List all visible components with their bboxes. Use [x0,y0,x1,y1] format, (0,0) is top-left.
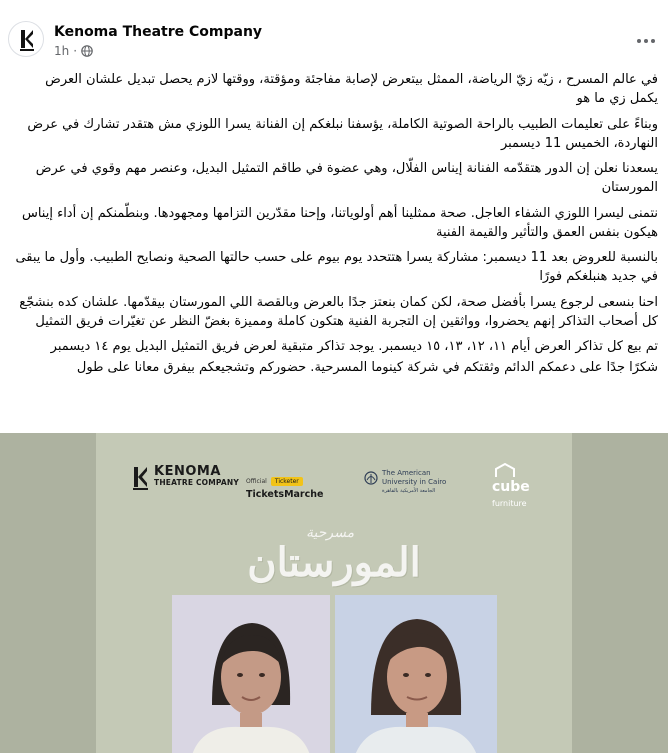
ticketer-official-label: Official [246,478,267,485]
kenoma-logo-line1: KENOMA [154,464,221,479]
post-paragraph: وبناءً على تعليمات الطبيب بالراحة الصوتية الكاملة، يؤسفنا نبلغكم إن الفنانة يسرا اللوزي مش هتقدر تشارك في عرض النهاردة، الخميس 11 ديسمبر [27,116,658,151]
post-text [14,70,658,384]
more-options-button[interactable] [632,27,660,55]
post-paragraph: بالنسبة للعروض بعد 11 ديسمبر: مشاركة يسرا هتتحدد يوم بيوم على حسب حالتها الصحية ونصايح الطبيب. وأول ما يبقى في جديد هنبلغكم فورًا [15,250,658,284]
kenoma-logo-icon [132,466,152,490]
play-subtitle: مسرحية [306,525,355,541]
kenoma-logo-line2: THEATRE COMPANY [154,478,240,487]
post-image[interactable] [0,433,668,753]
auc-arabic-name: الجامعة الأمريكية بالقاهرة [382,488,436,494]
cube-name: cube [492,479,530,495]
post-paragraph: احنا بنسعى لرجوع يسرا بأفضل صحة، لكن كمان بنعتز جدًا بالعرض وبالقصة اللي المورستان بيقدّمها. علشان كده بنشجّع كل أصحاب التذاكر إنهم يحضروا، وواثقين إن التجربة الفنية هتكون كاملة ومميزة بغضّ النظر عن تغيّرات فريق التمثيل [19,294,658,329]
ticketer-name: TicketsMarche [246,489,324,500]
auc-line2: University in Cairo [382,478,447,486]
actress-portrait-right [335,595,497,753]
post-paragraph: تم بيع كل تذاكر العرض أيام ١١، ١٢، ١٣، ١٥ ديسمبر. يوجد تذاكر متبقية لعرض فريق التمثيل البديل يوم ١٤ ديسمبر [50,339,658,354]
play-poster [96,433,572,753]
ticketer-logo [246,468,336,500]
post-meta [54,44,93,58]
portrait-figure-icon [172,595,330,753]
post-paragraph: يسعدنا نعلن إن الدور هتقدّمه الفنانة إيناس الفلّال، وهي عضوة في طاقم التمثيل البديل، وعنصر مهم وقوي في عرض المورستان [35,161,658,195]
globe-icon[interactable] [81,45,93,57]
post-paragraph: نتمنى ليسرا اللوزي الشفاء العاجل. صحة ممثلينا أهم أولوياتنا، وإحنا مقدّرين التزامها ومجهودها. وبنطّمنكم إن أداء إيناس هيكون بنفس العمق والتأثير والقيمة الفنية [21,205,658,240]
post-paragraph: في عالم المسرح ، زيّه زيّ الرياضة، الممثل بيتعرض لإصابة مفاجئة ومؤقتة، ووقتها لازم يحصل تبديل علشان العرض يكمل زي ما هو [45,72,658,106]
meta-separator: · [73,44,78,58]
auc-emblem-icon [364,471,378,487]
portrait-figure-icon [335,595,497,753]
actress-portrait-left [172,595,330,753]
auc-line1: The American [382,469,431,477]
more-horizontal-icon [636,38,656,44]
kenoma-avatar-logo-icon [9,22,44,57]
page-avatar[interactable] [8,21,44,57]
page-name[interactable]: Kenoma Theatre Company [54,24,263,40]
auc-name [382,469,446,487]
kenoma-logo-text [154,466,239,488]
cube-sub: furniture [492,499,527,508]
sponsor-logos [96,463,572,523]
ticketer-badge: Ticketer [271,477,303,486]
cube-logo-icon [492,463,518,479]
play-title: المورستان [247,539,421,586]
post-paragraph: شكرًا جدًا على دعمكم الدائم وثقتكم في شركة كينوما المسرحية. حضوركم وتشجيعكم بيفرق معانا على طول [76,360,658,375]
post-header [0,0,668,68]
post-time[interactable]: 1h [54,44,70,58]
